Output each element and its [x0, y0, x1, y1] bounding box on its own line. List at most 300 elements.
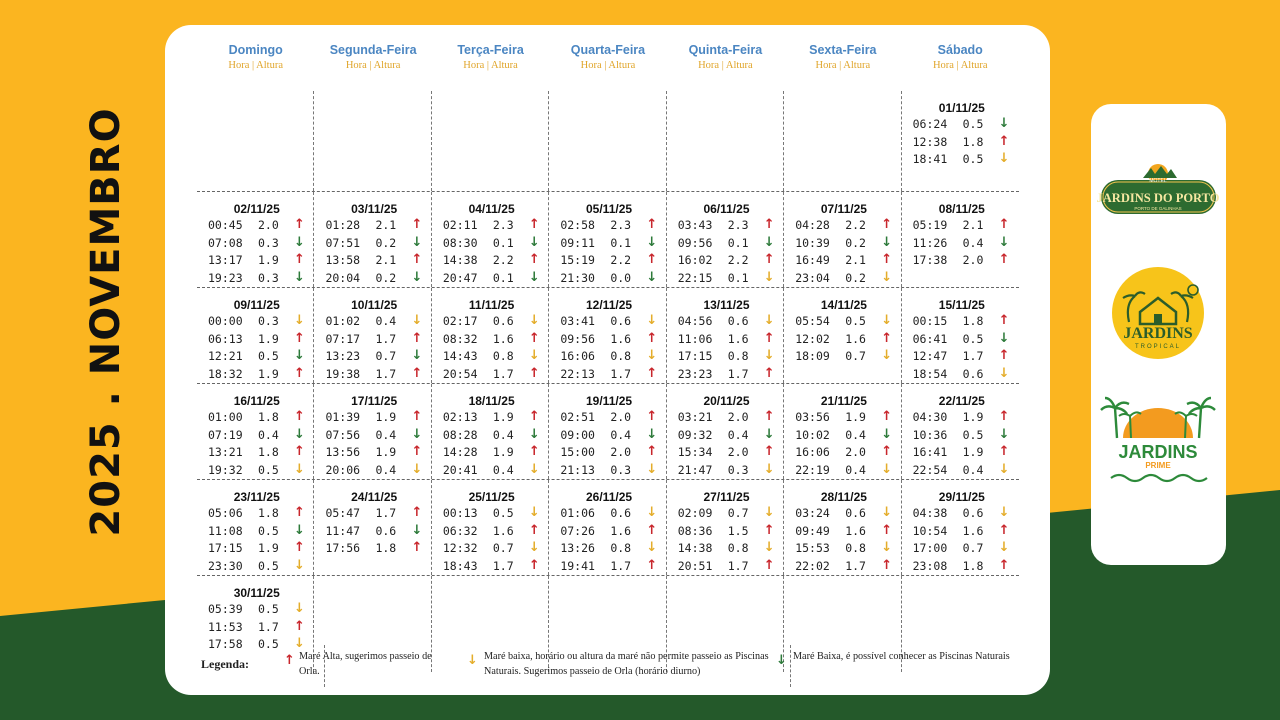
tide-entry	[667, 444, 783, 462]
tide-height: 0.6	[492, 314, 514, 328]
time-height-subheader: Hora | Altura	[228, 60, 283, 71]
arrow-down-yellow-icon: ↓	[881, 313, 893, 328]
weekday-header-cell	[667, 41, 784, 91]
tide-time: 13:26	[560, 541, 595, 555]
tide-height: 2.2	[610, 253, 632, 267]
arrow-up-icon: ↑	[646, 409, 658, 424]
tide-entry	[902, 235, 1019, 253]
tide-entry	[314, 313, 430, 331]
arrow-up-icon: ↑	[411, 330, 423, 346]
arrow-up-icon: ↑	[528, 252, 540, 267]
tide-entry	[314, 505, 430, 523]
tide-time: 20:47	[442, 270, 478, 285]
tide-entry	[314, 462, 430, 480]
tide-height: 0.0	[610, 270, 632, 285]
tide-time: 22:15	[677, 270, 713, 285]
day-date: 11/11/25	[468, 298, 515, 312]
tide-entry	[667, 348, 783, 366]
tide-height: 1.8	[962, 314, 984, 328]
tide-entry	[432, 331, 548, 349]
day-cell	[314, 192, 431, 287]
tide-height: 0.5	[492, 506, 514, 520]
tide-entry	[667, 505, 783, 523]
tide-height: 0.2	[375, 235, 397, 250]
empty-day-cell	[432, 91, 549, 191]
arrow-down-yellow-icon: ↓	[294, 557, 305, 573]
tide-entry	[197, 444, 313, 462]
day-date: 29/11/25	[938, 490, 985, 504]
tide-time: 01:28	[325, 218, 361, 232]
tide-height: 0.2	[845, 270, 866, 285]
tide-time: 08:30	[442, 235, 478, 250]
day-cell	[549, 288, 666, 383]
tide-height: 0.7	[375, 349, 397, 363]
tide-entry	[314, 523, 430, 541]
time-height-subheader: Hora | Altura	[463, 60, 518, 71]
tide-time: 16:41	[912, 445, 948, 459]
tide-entry	[314, 252, 430, 270]
tide-time: 16:49	[795, 253, 830, 267]
tide-entry	[784, 462, 900, 480]
svg-text:JARDINS DO PORTO: JARDINS DO PORTO	[1096, 191, 1220, 205]
arrow-up-icon: ↑	[881, 330, 893, 346]
day-cell	[902, 384, 1019, 479]
arrow-up-icon: ↑	[646, 522, 658, 538]
tide-height: 1.7	[727, 558, 749, 573]
tide-height: 2.2	[727, 253, 749, 267]
arrow-down-green-icon: ↓	[528, 426, 540, 442]
tide-entry	[784, 523, 900, 541]
jardins-prime-logo	[1091, 394, 1226, 486]
tide-time: 18:32	[208, 366, 243, 381]
tide-entry	[667, 558, 783, 576]
day-date: 30/11/25	[233, 586, 280, 600]
tide-height: 1.7	[610, 366, 632, 381]
arrow-up-icon: ↑	[646, 444, 658, 459]
time-height-subheader: Hora | Altura	[345, 60, 401, 71]
tide-time: 02:58	[560, 218, 595, 232]
tide-height: 0.4	[845, 462, 866, 477]
tide-time: 17:00	[912, 541, 948, 555]
weekday-name: Sábado	[937, 43, 983, 57]
week-row	[197, 288, 1019, 384]
tide-entry	[784, 270, 900, 288]
tide-time: 01:02	[325, 314, 361, 328]
tide-entry	[432, 523, 548, 541]
tide-time: 10:39	[795, 235, 830, 250]
tide-height: 1.9	[962, 445, 984, 459]
tide-entry	[197, 235, 313, 253]
arrow-down-yellow-icon: ↓	[646, 505, 658, 520]
tide-height: 1.9	[258, 331, 279, 346]
day-date: 04/11/25	[468, 202, 515, 216]
tide-entry	[549, 540, 665, 558]
tide-entry	[432, 505, 548, 523]
arrow-down-yellow-icon: ↓	[646, 461, 658, 477]
day-date: 01/11/25	[938, 101, 985, 115]
legend-low-pools-text: Maré Baixa, é possível conhecer as Piscinas Naturais	[793, 651, 1010, 662]
tide-entry	[902, 116, 1019, 134]
arrow-down-yellow-icon: ↓	[294, 601, 305, 616]
tide-height: 0.5	[258, 558, 279, 573]
tide-entry	[667, 270, 783, 288]
tide-entry	[902, 540, 1019, 558]
tide-time: 22:02	[795, 558, 830, 573]
tide-entry	[667, 523, 783, 541]
arrow-down-green-icon: ↓	[881, 234, 893, 250]
tide-time: 01:06	[560, 506, 595, 520]
tide-height: 1.7	[258, 619, 279, 634]
time-height-subheader: Hora | Altura	[932, 60, 988, 71]
tide-height: 0.5	[962, 152, 984, 166]
arrow-up-icon: ↑	[411, 365, 423, 381]
tide-time: 12:32	[442, 541, 478, 555]
tide-time: 14:28	[442, 445, 478, 459]
arrow-down-yellow-icon: ↓	[528, 313, 540, 328]
arrow-up-icon: ↑	[646, 217, 658, 232]
tide-height: 0.6	[375, 523, 397, 538]
day-cell	[784, 288, 901, 383]
day-cell	[432, 192, 549, 287]
day-date: 02/11/25	[233, 202, 280, 216]
tide-entry	[902, 331, 1019, 349]
arrow-down-yellow-icon: ↓	[411, 461, 423, 477]
arrow-down-yellow-icon: ↓	[881, 505, 893, 520]
tide-time: 04:56	[677, 314, 713, 328]
tide-time: 14:38	[442, 253, 478, 267]
legend-divider	[790, 645, 791, 687]
arrow-down-yellow-icon: ↓	[528, 540, 540, 555]
svg-text:JARDINS: JARDINS	[1123, 325, 1193, 342]
tide-time: 13:17	[208, 253, 243, 267]
tide-entry	[197, 619, 313, 637]
arrow-up-icon: ↑	[294, 505, 305, 520]
tide-entry	[314, 331, 430, 349]
tide-height: 2.0	[610, 445, 632, 459]
arrow-down-green-icon: ↓	[998, 426, 1010, 442]
arrow-up-icon: ↑	[881, 557, 893, 573]
arrow-down-green-icon: ↓	[411, 269, 423, 285]
tide-entry	[784, 505, 900, 523]
tide-height: 0.6	[727, 314, 749, 328]
tide-time: 05:06	[208, 506, 243, 520]
arrow-down-green-icon: ↓	[294, 426, 305, 442]
tide-height: 0.4	[375, 462, 397, 477]
tide-entry	[549, 523, 665, 541]
tide-height: 1.7	[375, 506, 397, 520]
tide-time: 13:21	[208, 445, 243, 459]
tide-time: 23:30	[208, 558, 243, 573]
arrow-down-green-icon: ↓	[294, 348, 305, 363]
tide-time: 20:54	[442, 366, 478, 381]
tide-time: 08:28	[442, 427, 478, 442]
tide-entry	[197, 505, 313, 523]
tide-entry	[902, 523, 1019, 541]
tide-entry	[549, 252, 665, 270]
tide-height: 1.6	[492, 523, 514, 538]
day-date: 24/11/25	[351, 490, 398, 504]
day-date: 27/11/25	[703, 490, 750, 504]
tide-time: 00:15	[912, 314, 948, 328]
tide-entry	[784, 444, 900, 462]
tide-height: 1.8	[962, 134, 984, 149]
arrow-down-yellow-icon: ↓	[646, 540, 658, 555]
tide-time: 04:38	[912, 506, 948, 520]
tide-height: 0.8	[492, 349, 514, 363]
tide-time: 05:47	[325, 506, 361, 520]
tide-time: 17:15	[677, 349, 713, 363]
tide-entry	[549, 313, 665, 331]
tide-height: 0.5	[962, 427, 984, 442]
arrow-down-yellow-icon: ↓	[763, 540, 775, 555]
arrow-up-icon: ↑	[763, 365, 775, 381]
arrow-up-icon: ↑	[998, 444, 1010, 459]
legend-high-text: Maré Alta, sugerimos passeio de Orla.	[299, 651, 432, 677]
arrow-up-icon: ↑	[881, 522, 893, 538]
tide-entry	[902, 348, 1019, 366]
tide-time: 04:30	[912, 410, 948, 424]
tide-entry	[784, 313, 900, 331]
arrow-up-icon: ↑	[998, 217, 1010, 232]
empty-day-cell	[197, 91, 314, 191]
arrow-down-green-icon: ↓	[528, 269, 540, 285]
tide-height: 1.6	[610, 331, 632, 346]
month-title: 2025 . NOVEMBRO	[83, 107, 129, 537]
tide-entry	[784, 348, 900, 366]
day-date: 07/11/25	[820, 202, 867, 216]
tide-entry	[549, 348, 665, 366]
tide-time: 10:36	[912, 427, 948, 442]
day-cell	[667, 288, 784, 383]
day-cell	[667, 480, 784, 575]
tide-time: 12:38	[912, 134, 948, 149]
svg-text:JARDINS: JARDINS	[1118, 442, 1198, 462]
tide-time: 07:17	[325, 331, 361, 346]
tide-entry	[197, 313, 313, 331]
tide-height: 0.8	[610, 541, 632, 555]
tide-time: 09:11	[560, 235, 595, 250]
weekday-header-cell	[432, 41, 549, 91]
tide-height: 2.1	[845, 253, 866, 267]
tide-time: 11:47	[325, 523, 361, 538]
weekday-header	[197, 41, 1019, 91]
tide-entry	[667, 252, 783, 270]
tide-time: 08:32	[442, 331, 478, 346]
tide-entry	[197, 252, 313, 270]
tide-time: 16:06	[560, 349, 595, 363]
weekday-name: Quarta-Feira	[570, 43, 646, 57]
tide-entry	[902, 134, 1019, 152]
tide-entry	[902, 409, 1019, 427]
arrow-up-icon: ↑	[998, 313, 1010, 328]
day-cell	[197, 192, 314, 287]
tide-height: 2.3	[610, 218, 632, 232]
arrow-up-icon: ↑	[646, 365, 658, 381]
arrow-down-yellow-icon: ↓	[294, 636, 305, 651]
tide-height: 1.7	[375, 366, 397, 381]
tide-entry	[667, 409, 783, 427]
day-date: 03/11/25	[351, 202, 398, 216]
tide-height: 1.9	[845, 410, 866, 424]
legend-label: Legenda:	[201, 657, 249, 671]
tide-entry	[784, 235, 900, 253]
tide-time: 05:39	[208, 602, 243, 616]
tide-height: 0.1	[610, 235, 632, 250]
tide-height: 1.7	[845, 558, 866, 573]
legend	[197, 645, 1019, 687]
arrow-up-icon: ↑	[881, 409, 893, 424]
tide-height: 0.1	[727, 235, 749, 250]
tide-height: 1.7	[492, 366, 514, 381]
tide-height: 2.3	[492, 218, 514, 232]
arrow-down-yellow-icon: ↓	[881, 269, 893, 285]
day-cell	[902, 288, 1019, 383]
arrow-down-yellow-icon: ↓	[411, 313, 423, 328]
tide-height: 0.3	[727, 462, 749, 477]
arrow-up-icon: ↑	[881, 217, 893, 232]
day-date: 17/11/25	[351, 394, 398, 408]
tide-entry	[784, 217, 900, 235]
tide-time: 01:00	[208, 410, 243, 424]
arrow-down-green-icon: ↓	[881, 426, 893, 442]
arrow-down-yellow-icon: ↓	[998, 461, 1010, 477]
tide-time: 14:38	[677, 541, 713, 555]
tide-time: 11:26	[912, 235, 948, 250]
day-cell	[549, 480, 666, 575]
tide-time: 16:02	[677, 253, 713, 267]
arrow-up-icon: ↑	[411, 217, 423, 232]
tide-height: 0.3	[258, 314, 279, 328]
arrow-up-icon: ↑	[411, 444, 423, 459]
tide-entry	[314, 348, 430, 366]
arrow-down-green-icon: ↓	[776, 653, 787, 668]
tide-height: 0.3	[258, 235, 279, 250]
tide-time: 10:54	[912, 523, 948, 538]
tide-calendar	[197, 41, 1019, 672]
tide-entry	[197, 366, 313, 384]
tide-height: 0.8	[845, 541, 866, 555]
tide-time: 06:41	[912, 331, 948, 346]
arrow-down-yellow-icon: ↓	[763, 348, 775, 363]
tide-time: 11:08	[208, 523, 243, 538]
legend-low-no-walk-text: Maré baixa, horário ou altura da maré não permite passeio as Piscinas Naturais. Sugerimos passeio de Orla (horário diurno)	[484, 651, 769, 677]
arrow-down-yellow-icon: ↓	[998, 151, 1010, 166]
tide-entry	[902, 444, 1019, 462]
arrow-down-yellow-icon: ↓	[294, 461, 305, 477]
day-cell	[549, 192, 666, 287]
tide-entry	[902, 558, 1019, 576]
arrow-down-green-icon: ↓	[411, 426, 423, 442]
tide-time: 21:13	[560, 462, 595, 477]
tide-height: 0.5	[258, 462, 279, 477]
svg-text:MOTEL: MOTEL	[1149, 178, 1167, 184]
tide-height: 0.4	[610, 427, 632, 442]
tide-time: 13:58	[325, 253, 361, 267]
day-date: 08/11/25	[938, 202, 985, 216]
tide-time: 15:34	[677, 445, 713, 459]
arrow-up-icon: ↑	[294, 252, 305, 267]
day-cell	[197, 384, 314, 479]
tide-height: 1.7	[492, 558, 514, 573]
arrow-up-icon: ↑	[294, 444, 305, 459]
tide-entry	[432, 444, 548, 462]
tide-time: 00:13	[442, 506, 478, 520]
tide-time: 03:24	[795, 506, 830, 520]
tide-height: 0.1	[492, 235, 514, 250]
tide-height: 2.0	[962, 253, 984, 267]
tide-entry	[432, 313, 548, 331]
arrow-up-icon: ↑	[763, 217, 775, 232]
tide-height: 1.8	[258, 506, 279, 520]
tide-entry	[432, 217, 548, 235]
day-date: 14/11/25	[820, 298, 867, 312]
tide-time: 18:09	[795, 349, 830, 363]
week-row	[197, 91, 1019, 192]
weekday-header-cell	[549, 41, 666, 91]
tide-time: 04:28	[795, 218, 830, 232]
tide-height: 0.8	[610, 349, 632, 363]
tide-entry	[549, 444, 665, 462]
day-cell	[314, 288, 431, 383]
day-cell	[432, 288, 549, 383]
tide-time: 07:51	[325, 235, 361, 250]
tide-height: 0.8	[727, 349, 749, 363]
tide-entry	[432, 348, 548, 366]
tide-time: 22:19	[795, 462, 830, 477]
arrow-down-green-icon: ↓	[646, 269, 658, 285]
tide-time: 17:56	[325, 541, 361, 555]
day-cell	[784, 480, 901, 575]
arrow-down-yellow-icon: ↓	[528, 461, 540, 477]
tide-entry	[902, 313, 1019, 331]
arrow-down-green-icon: ↓	[998, 116, 1010, 131]
tide-entry	[314, 444, 430, 462]
weekday-name: Sexta-Feira	[809, 43, 877, 57]
tide-entry	[314, 217, 430, 235]
day-date: 22/11/25	[938, 394, 985, 408]
tide-entry	[432, 558, 548, 576]
arrow-up-icon: ↑	[646, 252, 658, 267]
tide-time: 02:13	[442, 410, 478, 424]
arrow-up-icon: ↑	[528, 217, 540, 232]
weekday-name: Segunda-Feira	[329, 43, 417, 57]
arrow-up-icon: ↑	[998, 348, 1010, 363]
tide-time: 12:47	[912, 349, 948, 363]
tide-time: 07:19	[208, 427, 243, 442]
arrow-up-icon: ↑	[763, 330, 775, 346]
tide-time: 22:13	[560, 366, 595, 381]
day-cell	[902, 480, 1019, 575]
tide-height: 0.5	[962, 117, 984, 131]
tide-height: 1.5	[727, 523, 749, 538]
arrow-up-icon: ↑	[528, 557, 540, 573]
svg-text:TROPICAL: TROPICAL	[1134, 344, 1182, 350]
day-cell	[667, 192, 784, 287]
tide-height: 1.8	[962, 558, 984, 573]
week-row	[197, 192, 1019, 288]
tide-height: 0.4	[375, 314, 397, 328]
arrow-down-green-icon: ↓	[646, 426, 658, 442]
day-cell	[314, 384, 431, 479]
tide-entry	[549, 462, 665, 480]
tide-entry	[549, 235, 665, 253]
tide-height: 1.6	[610, 523, 632, 538]
tide-height: 1.8	[375, 541, 397, 555]
day-date: 18/11/25	[468, 394, 515, 408]
tide-height: 0.6	[962, 366, 984, 381]
arrow-down-green-icon: ↓	[411, 522, 423, 538]
tide-entry	[432, 270, 548, 288]
